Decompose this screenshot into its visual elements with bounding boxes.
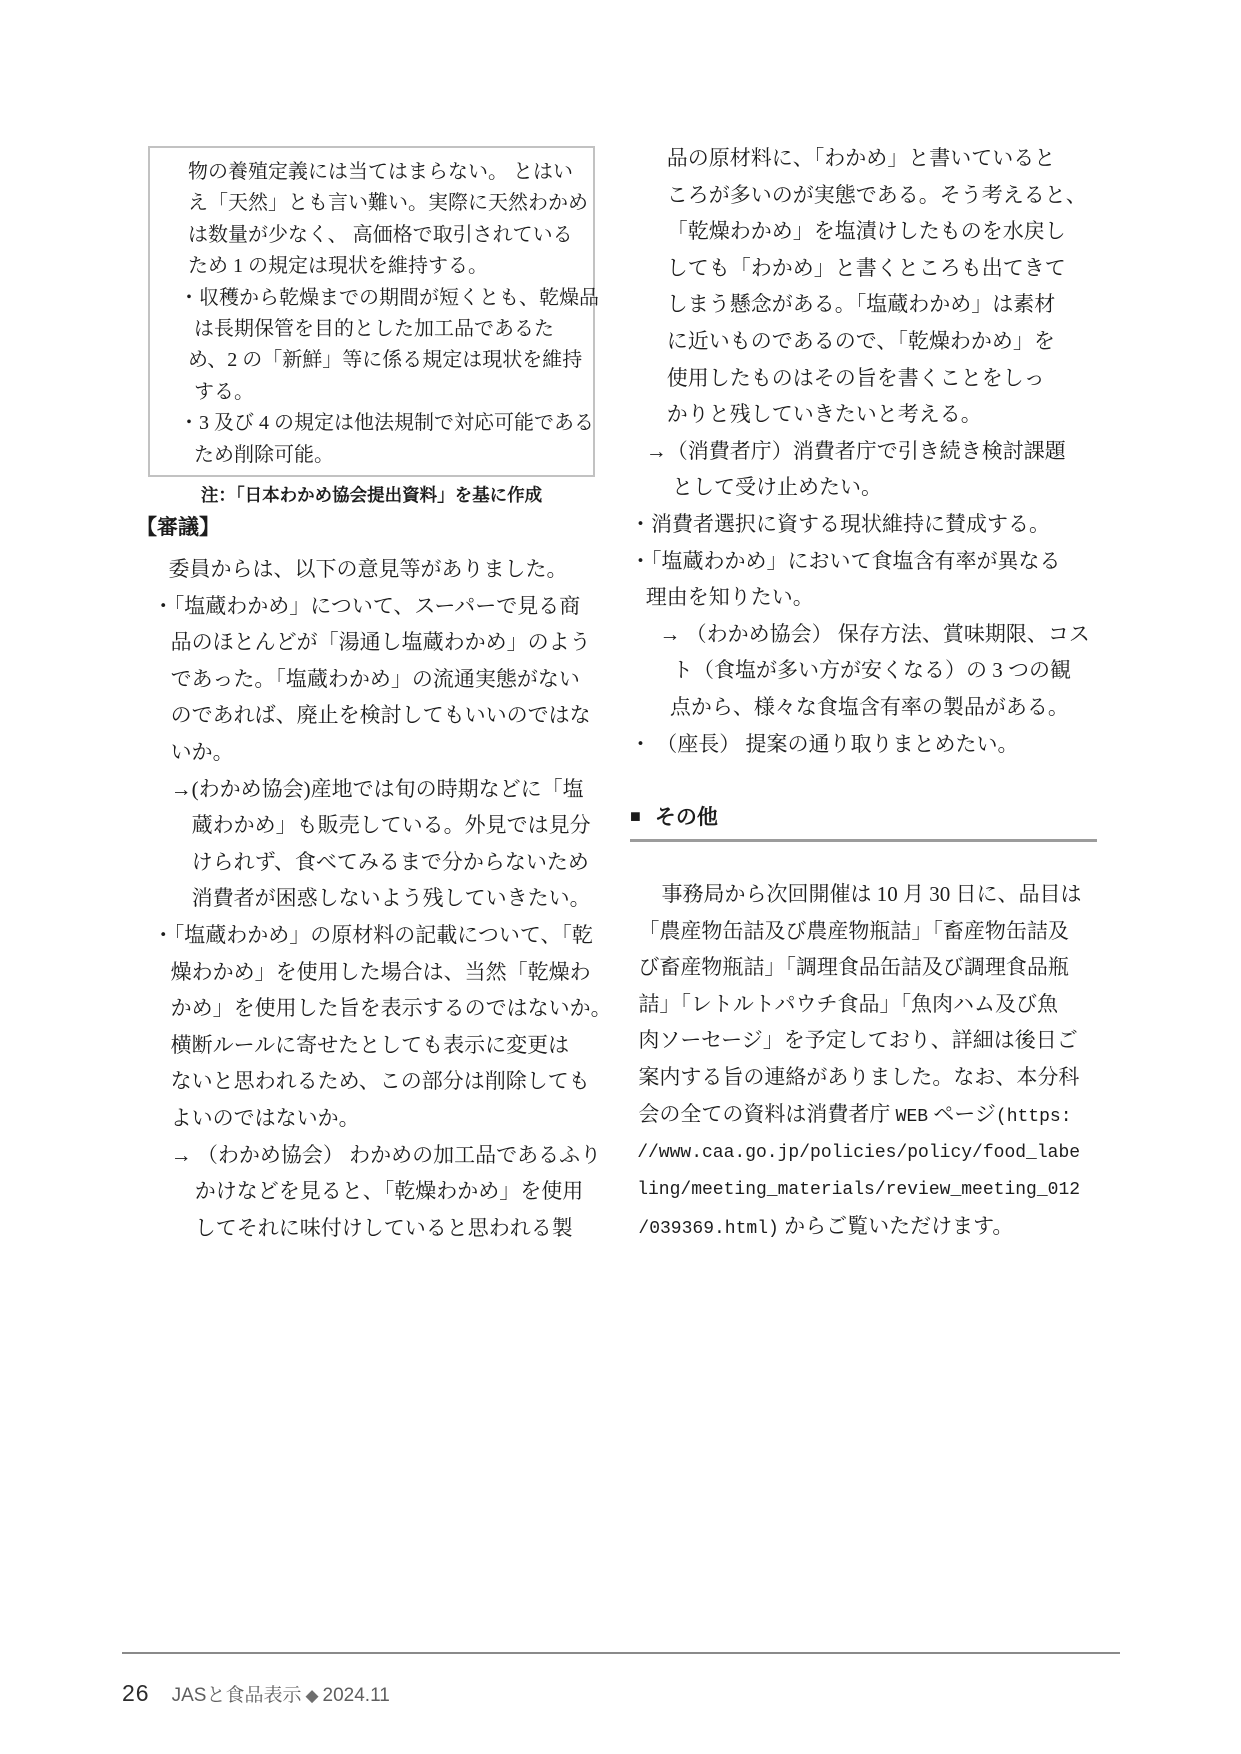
right-column-body [630, 140, 1102, 762]
body-text: 会の全ての資料は消費者庁 [638, 1101, 896, 1126]
discussion-line: ト（食塩が多い方が安くなる）の 3 つの観 [672, 658, 1071, 683]
discussion-line: →（消費者庁）消費者庁で引き続き検討課題 [645, 438, 1066, 463]
discussion-line: いか。 [170, 739, 234, 764]
discussion-line: してそれに味付けしていると思われる製 [194, 1215, 573, 1240]
discussion-line: のであれば、廃止を検討してもいいのではな [170, 703, 591, 728]
discussion-line: かけなどを見ると、「乾燥わかめ」を使用 [194, 1179, 584, 1204]
discussion-line: しても「わかめ」と書くところも出てきて [666, 255, 1066, 280]
discussion-line: しまう懸念がある。「塩蔵わかめ」は素材 [666, 292, 1056, 317]
discussion-line: けられず、食べてみるまで分からないため [191, 849, 589, 874]
discussion-line: ・消費者選択に資する現状維持に賛成する。 [630, 511, 1050, 536]
discussion-line: 理由を知りたい。 [645, 585, 814, 610]
discussion-line: ・ （座長） 提案の通り取りまとめたい。 [630, 731, 1019, 756]
discussion-line: 品のほとんどが「湯通し塩蔵わかめ」のよう [170, 630, 591, 655]
discussion-line: であった。「塩蔵わかめ」の流通実態がない [170, 666, 580, 691]
other-section-title: その他 [654, 806, 718, 829]
issue-date: 2024.11 [322, 1685, 390, 1706]
discussion-line: 品の原材料に、「わかめ」と書いていると [666, 146, 1056, 170]
discussion-line: よいのではないか。 [170, 1105, 360, 1130]
discussion-line: 燥わかめ」を使用した場合は、当然「乾燥わ [170, 959, 591, 984]
discussion-line: 点から、様々な食塩含有率の製品がある。 [669, 694, 1069, 719]
discussion-line: 使用したものはその旨を書くことをしっ [666, 365, 1045, 390]
discussion-line: 消費者が困惑しないよう残していきたい。 [191, 886, 591, 911]
discussion-line: 委員からは、以下の意見等がありました。 [168, 557, 568, 581]
discussion-line: かりと残していきたいと考える。 [666, 402, 982, 427]
discussion-line: に近いものであるので、「乾燥わかめ」を [666, 328, 1055, 353]
url-text: //www.caa.go.jp/policies/policy/food_labe [637, 1143, 1081, 1164]
journal-title: JASと食品表示 [171, 1685, 302, 1706]
discussion-line: ・「塩蔵わかめ」について、スーパーで見る商 [152, 593, 581, 618]
other-section-body [630, 876, 1108, 1248]
summary-box-line: ため 1 の規定は現状を維持する。 [188, 255, 488, 278]
summary-box-line: ・収穫から乾燥までの期間が短くとも、乾燥品 [179, 286, 599, 309]
body-text: からご覧いただけます。 [778, 1214, 1014, 1239]
other-section-line: 案内する旨の連絡がありました。なお、本分科 [638, 1064, 1080, 1089]
other-section-line [638, 1208, 1108, 1248]
discussion-line: 横断ルールに寄せたとしても表示に変更は [170, 1032, 570, 1057]
left-column-body [137, 551, 612, 1246]
summary-box-line: する。 [194, 380, 254, 403]
discussion-line: → （わかめ協会） 保存方法、賞味期限、コス [659, 621, 1090, 646]
url-text: WEB [895, 1106, 929, 1127]
summary-box-line: ・3 及び 4 の規定は他法規制で対応可能である [179, 412, 594, 435]
discussion-line: 蔵わかめ」も販売している。外見では見分 [191, 813, 591, 838]
summary-box-line: ため削除可能。 [194, 443, 334, 466]
summary-box-line: は長期保管を目的とした加工品であるた [194, 318, 554, 341]
discussion-line: かめ」を使用した旨を表示するのではないか。 [170, 996, 612, 1021]
discussion-line: 「乾燥わかめ」を塩漬けしたものを水戻し [666, 219, 1066, 244]
page-number: 26 [122, 1680, 150, 1706]
summary-box [148, 146, 599, 477]
other-section-line: 「農産物缶詰及び農産物瓶詰」「畜産物缶詰及 [638, 918, 1069, 943]
other-section-heading [630, 803, 718, 833]
deliberation-heading: 【審議】 [136, 516, 220, 539]
section-square-icon: ■ [630, 806, 641, 826]
discussion-line: ・「塩蔵わかめ」において食塩含有率が異なる [630, 548, 1061, 573]
discussion-line: →(わかめ協会)産地では旬の時期などに「塩 [170, 776, 584, 801]
url-text: ling/meeting_materials/review_meeting_012 [637, 1179, 1081, 1200]
other-section-line [638, 1096, 1108, 1136]
box-source-note: 注：「日本わかめ協会提出資料」を基に作成 [200, 485, 543, 505]
footer-rule [122, 1652, 1120, 1654]
summary-box-line: 物の養殖定義には当てはまらない。 とはい [188, 161, 573, 183]
diamond-icon: ◆ [305, 1686, 319, 1705]
discussion-line: として受け止めたい。 [672, 475, 882, 500]
discussion-line: ころが多いのが実態である。そう考えると、 [666, 182, 1087, 207]
summary-box-line: は数量が少なく、 高価格で取引されている [188, 223, 573, 246]
other-section-line: 詰」「レトルトパウチ食品」「魚肉ハム及び魚 [638, 991, 1058, 1016]
discussion-line: ないと思われるため、この部分は削除しても [170, 1069, 590, 1094]
other-section-line: 事務局から次回開催は 10 月 30 日に、品目は [661, 882, 1082, 906]
summary-box-line: え「天然」とも言い難い。実際に天然わかめ [188, 192, 588, 215]
other-section-line: び畜産物瓶詰」「調理食品缶詰及び調理食品瓶 [638, 955, 1069, 980]
other-section-line: 肉ソーセージ」を予定しており、詳細は後日ご [638, 1028, 1078, 1053]
url-text: (https: [995, 1106, 1072, 1127]
body-text: ページ [928, 1101, 996, 1126]
discussion-line: → （わかめ協会） わかめの加工品であるふり [170, 1142, 602, 1167]
discussion-line: ・「塩蔵わかめ」の原材料の記載について、「乾 [152, 922, 593, 947]
page-footer [122, 1680, 390, 1707]
url-text: /039369.html) [638, 1219, 779, 1240]
other-section-rule [630, 839, 1097, 842]
summary-box-line: め、2 の「新鮮」等に係る規定は現状を維持 [188, 349, 583, 372]
